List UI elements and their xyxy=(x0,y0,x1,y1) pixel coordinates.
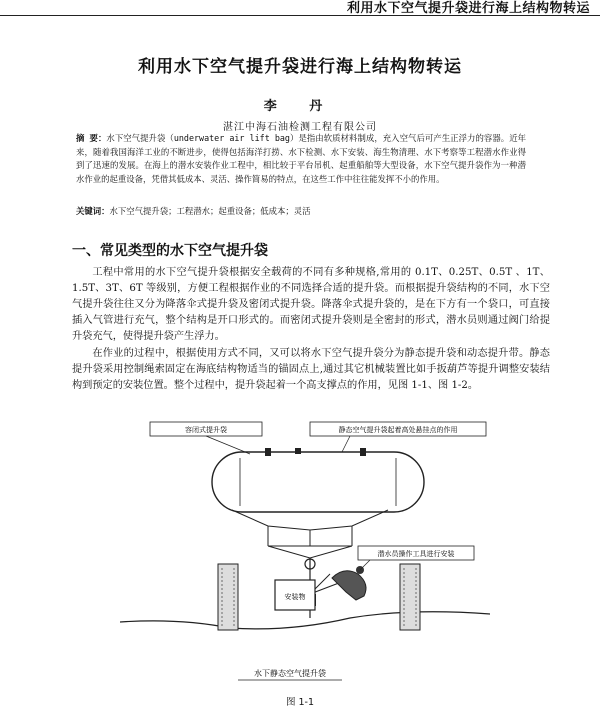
header-rule xyxy=(0,15,600,16)
callout-role: 静态空气提升袋起着高处悬挂点的作用 xyxy=(338,426,458,434)
author: 李 丹 xyxy=(263,99,337,114)
abstract xyxy=(76,132,526,186)
lift-bag-diagram xyxy=(120,418,490,690)
pile-left xyxy=(218,564,238,630)
object-label: 安装物 xyxy=(284,593,306,601)
figure-1-1 xyxy=(120,418,490,690)
paper-title: 利用水下空气提升袋进行海上结构物转运 xyxy=(138,57,462,77)
affiliation: 湛江中海石油检测工程有限公司 xyxy=(223,122,377,133)
keywords-label: 关键词： xyxy=(76,206,110,216)
figure-caption: 图 1-1 xyxy=(285,697,315,708)
keywords-text: 水下空气提升袋；工程潜水；起重设备；低成本；灵活 xyxy=(109,206,311,216)
section-heading: 一、常见类型的水下空气提升袋 xyxy=(72,243,268,259)
paragraph-2: 在作业的过程中，根据使用方式不同，又可以将水下空气提升袋分为静态提升袋和动态提升带。静态提升袋采用控制绳索固定在海底结构物适当的锚固点上,通过其它机械装置比如手扳葫芦等提升调整安装结构到预定的安装位置。整个过程中，提升袋起着一个高支撑点的作用，见图 1-1、图 1-2。 xyxy=(72,348,550,391)
callout-diver: 潜水员操作工具进行安装 xyxy=(377,550,455,558)
paragraph-1: 工程中常用的水下空气提升袋根据安全载荷的不同有多种规格,常用的 0.1T、0.25T、0.5T 、1T、1.5T、3T、6T 等级别，方便工程根据作业的不同选择合适的提升袋。而根据提升袋结构的不同，水下空气提升袋往往又分为降落伞式提升袋及密闭式提升袋。降落伞式提升袋的，是在下方有一个袋口，可直接插入气管进行充气，整个结构是开口形式的。而密闭式提升袋则是全密封的形式，潜水员则通过阀门给提升袋充气，使得提升袋产生浮力。 xyxy=(72,267,550,342)
lift-bag xyxy=(212,452,424,512)
figure-inner-caption: 水下静态空气提升袋 xyxy=(254,669,326,678)
seabed-line xyxy=(120,612,490,629)
keywords xyxy=(76,205,526,217)
running-header: 利用水下空气提升袋进行海上结构物转运 xyxy=(346,1,590,16)
bag-rigging xyxy=(232,510,388,546)
abstract-text: 水下空气提升袋（underwater air lift bag）是指由软质材料制成，充入空气后可产生正浮力的容器。近年来，随着我国海洋工业的不断进步，使得包括海洋打捞、水下检测、水下安装、海生物清理、水下考察等工程潜水作业得到了迅速的发展。在海上的潜水安装作业工程中，相比较于平台吊机、起重船舶等大型设备，水下空气提升袋作为一种潜水作业的起重设备，凭借其低成本、灵活、操作简易的特点，在这些工作中往往能发挥不小的作用。 xyxy=(76,133,526,184)
diver xyxy=(332,571,366,600)
pile-right xyxy=(400,564,420,630)
abstract-label: 摘 要： xyxy=(76,133,107,143)
callout-bag: 容闭式提升袋 xyxy=(185,426,227,434)
